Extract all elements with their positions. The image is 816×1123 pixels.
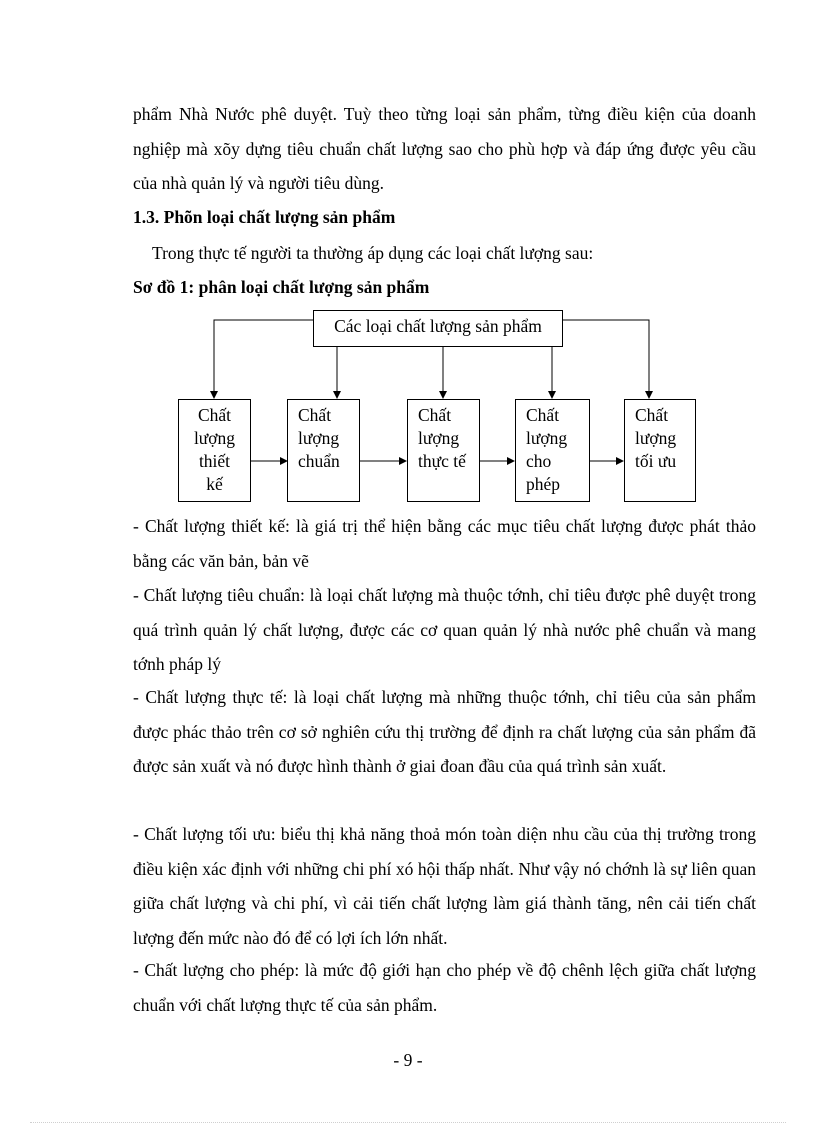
node-line: Chất [418, 405, 452, 425]
node-line: lượng [298, 428, 340, 448]
node-line: lượng [526, 428, 568, 448]
diagram-node-cho-phep [515, 399, 590, 502]
diagram-node-chuan [287, 399, 360, 502]
node-line: Chất [635, 405, 669, 425]
definition-toi-uu: - Chất lượng tối ưu: biểu thị khả năng thoả món toàn diện nhu cầu của thị trường trong điều kiện xác định với những chi phí xó hội thấp nhất. Như vậy nó chớnh là sự liên quan giữa chất lượng và chi phí, vì cải tiến chất lượng làm giá thành tăng, nên cải tiến chất lượng đến mức nào đó để có lợi ích lớn nhất. [133, 824, 756, 948]
node-line: Chất [526, 405, 560, 425]
node-line: lượng [418, 428, 460, 448]
node-line: lượng [635, 428, 677, 448]
node-line: chuẩn [298, 451, 340, 471]
diagram-root-box [313, 310, 563, 347]
node-line: cho [526, 451, 552, 471]
node-line: Chất [298, 405, 332, 425]
node-line: thực tế [418, 451, 466, 471]
section-heading: 1.3. Phõn loại chất lượng sản phẩm [133, 207, 396, 227]
definition-thiet-ke: - Chất lượng thiết kế: là giá trị thể hiện bằng các mục tiêu chất lượng được phát thảo bằng các văn bản, bản vẽ [133, 516, 756, 571]
definition-thuc-te: - Chất lượng thực tế: là loại chất lượng mà những thuộc tớnh, chỉ tiêu của sản phẩm được phác thảo trên cơ sở nghiên cứu thị trường để định ra chất lượng của sản phẩm đã được sản xuất và nó được hình thành ở giai đoan đầu của quá trình sản xuất. [133, 687, 756, 776]
intro-paragraph: phẩm Nhà Nước phê duyệt. Tuỳ theo từng loại sản phẩm, từng điều kiện của doanh nghiệp mà xõy dựng tiêu chuẩn chất lượng sao cho phù hợp và đáp ứng được yêu cầu của nhà quản lý và người tiêu dùng. [133, 104, 756, 193]
diagram-node-thiet-ke [178, 399, 251, 502]
connector-root-to-node-5 [563, 320, 649, 398]
definition-tieu-chuan: - Chất lượng tiêu chuẩn: là loại chất lượng mà thuộc tớnh, chỉ tiêu được phê duyệt trong quá trình quản lý chất lượng, được các cơ quan quản lý nhà nước phê chuẩn và mang tớnh pháp lý [133, 585, 756, 674]
page-number: - 9 - [393, 1050, 423, 1070]
section-lead: Trong thực tế người ta thường áp dụng các loại chất lượng sau: [152, 243, 594, 263]
connector-root-to-node-1 [214, 320, 313, 398]
diagram-node-toi-uu [624, 399, 696, 502]
diagram-node-thuc-te [407, 399, 480, 502]
node-line: lượng [193, 428, 236, 448]
definition-cho-phep: - Chất lượng cho phép: là mức độ giới hạn cho phép về độ chênh lệch giữa chất lượng chuẩn với chất lượng thực tế của sản phẩm. [133, 960, 756, 1015]
diagram-caption: Sơ đồ 1: phân loại chất lượng sản phẩm [133, 277, 430, 297]
node-line: thiết [198, 451, 231, 471]
diagram-root-label: Các loại chất lượng sản phẩm [334, 316, 542, 336]
node-line: tối ưu [635, 451, 677, 471]
node-line: phép [526, 474, 561, 494]
node-line: kế [206, 474, 223, 494]
node-line: Chất [197, 405, 232, 425]
